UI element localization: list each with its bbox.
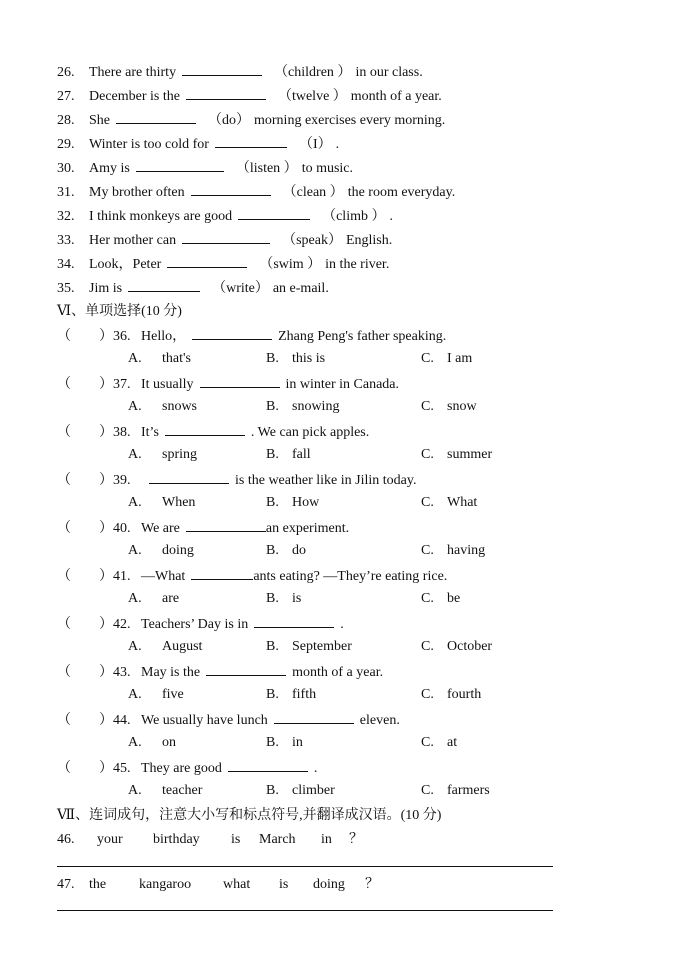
fill-item-27: 27. December is the （twelve ） month of a year.: [57, 85, 442, 105]
fill-item-30: 30. Amy is （listen ） to music.: [57, 157, 353, 177]
option-c[interactable]: C. October: [421, 639, 493, 654]
options-37: [128, 397, 528, 417]
option-a[interactable]: A. When: [128, 495, 196, 510]
option-b[interactable]: B. fall: [266, 447, 311, 462]
choice-question-42: （ ）42. Teachers’ Day is in .: [57, 613, 344, 633]
options-40: [128, 541, 528, 561]
answer-blank[interactable]: [182, 229, 270, 244]
option-c[interactable]: C. fourth: [421, 687, 482, 702]
option-c[interactable]: C. I am: [421, 351, 473, 366]
answer-blank[interactable]: [238, 205, 310, 220]
choice-question-39: （ ）39. is the weather like in Jilin today.: [57, 469, 416, 489]
option-b[interactable]: B. do: [266, 543, 306, 558]
option-a[interactable]: A. snows: [128, 399, 198, 414]
answer-blank[interactable]: [128, 277, 200, 292]
option-c[interactable]: C. farmers: [421, 783, 490, 798]
answer-blank[interactable]: [186, 517, 266, 532]
fill-item-35: 35. Jim is （write） an e-mail.: [57, 277, 329, 297]
choice-question-38: （ ）38. It’s . We can pick apples.: [57, 421, 369, 441]
answer-blank[interactable]: [116, 109, 196, 124]
fill-item-28: 28. She （do） morning exercises every morning.: [57, 109, 445, 129]
choice-question-43: （ ）43. May is the month of a year.: [57, 661, 383, 681]
option-a[interactable]: A. that's: [128, 351, 191, 366]
answer-blank[interactable]: [254, 613, 334, 628]
options-38: [128, 445, 528, 465]
answer-blank[interactable]: [167, 253, 247, 268]
answer-blank[interactable]: [149, 469, 229, 484]
option-b[interactable]: B. fifth: [266, 687, 317, 702]
reorder-item-47: 47. the kangaroo what is doing ？: [57, 877, 379, 892]
option-c[interactable]: C. at: [421, 735, 458, 750]
options-39: [128, 493, 528, 513]
fill-item-26: 26. There are thirty （children ） in our class.: [57, 61, 423, 81]
section-7-title: Ⅶ、连词成句，注意大小写和标点符号,并翻译成汉语。(10 分): [57, 808, 442, 823]
fill-item-32: 32. I think monkeys are good （climb ） .: [57, 205, 393, 225]
options-44: [128, 733, 528, 753]
option-b[interactable]: B. this is: [266, 351, 326, 366]
answer-blank[interactable]: [165, 421, 245, 436]
fill-item-33: 33. Her mother can （speak） English.: [57, 229, 392, 249]
option-b[interactable]: B. climber: [266, 783, 335, 798]
answer-blank[interactable]: [228, 757, 308, 772]
choice-question-45: （ ）45. They are good .: [57, 757, 317, 777]
answer-blank[interactable]: [182, 61, 262, 76]
choice-question-40: （ ）40. We are an experiment.: [57, 517, 349, 537]
options-43: [128, 685, 528, 705]
options-36: [128, 349, 528, 369]
answer-blank[interactable]: [206, 661, 286, 676]
answer-blank[interactable]: [186, 85, 266, 100]
choice-question-44: （ ）44. We usually have lunch eleven.: [57, 709, 400, 729]
option-c[interactable]: C. be: [421, 591, 461, 606]
option-b[interactable]: B. in: [266, 735, 303, 750]
reorder-item-46: 46. your birthday is March in ？: [57, 832, 363, 847]
answer-blank[interactable]: [191, 565, 253, 580]
answer-blank[interactable]: [136, 157, 224, 172]
option-c[interactable]: C. having: [421, 543, 486, 558]
choice-question-41: （ ）41. —What ants eating? —They’re eating rice.: [57, 565, 447, 585]
options-41: [128, 589, 528, 609]
options-42: [128, 637, 528, 657]
option-c[interactable]: C. What: [421, 495, 478, 510]
option-b[interactable]: B. snowing: [266, 399, 340, 414]
option-a[interactable]: A. teacher: [128, 783, 203, 798]
choice-question-36: （ ）36. Hello， Zhang Peng's father speaking.: [57, 325, 446, 345]
answer-blank[interactable]: [215, 133, 287, 148]
option-a[interactable]: A. five: [128, 687, 184, 702]
fill-item-31: 31. My brother often （clean ） the room everyday.: [57, 181, 455, 201]
answer-blank[interactable]: [200, 373, 280, 388]
answer-blank[interactable]: [274, 709, 354, 724]
fill-item-29: 29. Winter is too cold for （I） .: [57, 133, 339, 153]
option-a[interactable]: A. spring: [128, 447, 197, 462]
option-a[interactable]: A. on: [128, 735, 176, 750]
option-a[interactable]: A. are: [128, 591, 180, 606]
options-45: [128, 781, 528, 801]
fill-item-34: 34. Look，Peter （swim ） in the river.: [57, 253, 389, 273]
answer-line-47[interactable]: [57, 910, 553, 911]
option-b[interactable]: B. How: [266, 495, 320, 510]
option-a[interactable]: A. doing: [128, 543, 194, 558]
option-b[interactable]: B. is: [266, 591, 302, 606]
option-a[interactable]: A. August: [128, 639, 203, 654]
section-6-title: Ⅵ、单项选择(10 分): [57, 304, 182, 319]
choice-question-37: （ ）37. It usually in winter in Canada.: [57, 373, 399, 393]
answer-blank[interactable]: [191, 181, 271, 196]
option-c[interactable]: C. summer: [421, 447, 493, 462]
option-b[interactable]: B. September: [266, 639, 352, 654]
answer-line-46[interactable]: [57, 866, 553, 867]
option-c[interactable]: C. snow: [421, 399, 477, 414]
answer-blank[interactable]: [192, 325, 272, 340]
